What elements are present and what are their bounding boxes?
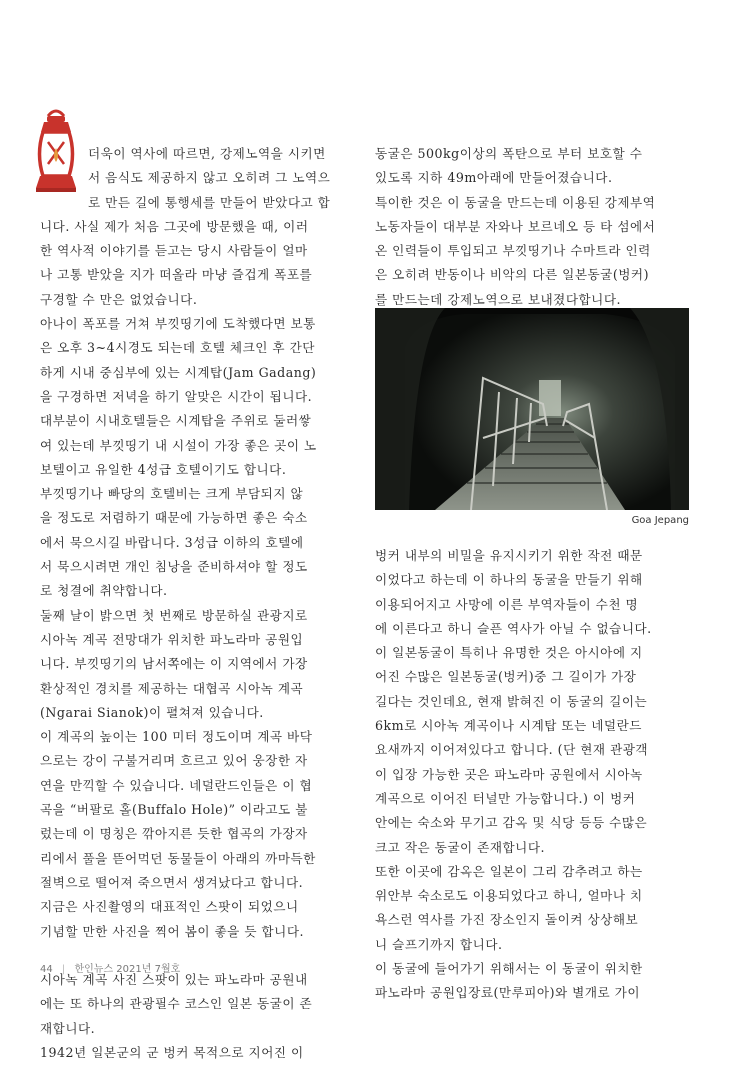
paragraph-line: 요새까지 이어져있다고 합니다. (단 현재 관광객 (375, 742, 649, 758)
paragraph-line: 로 만든 길에 통행세를 만들어 받았다고 합 (88, 194, 331, 210)
paragraph-line: 보텔이고 유일한 4성급 호텔이기도 합니다. (40, 461, 287, 477)
paragraph-line: 둘째 날이 밝으면 첫 번째로 방문하실 관광지로 (40, 607, 308, 623)
paragraph-line: 6km로 시아녹 계곡이나 시계탑 또는 네덜란드 (375, 718, 642, 734)
paragraph-line: 은 오후 3~4시경도 되는데 호텔 체크인 후 간단 (40, 340, 315, 356)
paragraph-line: 절벽으로 떨어져 죽으면서 생겨났다고 합니다. (40, 874, 304, 890)
paragraph-line: 을 구경하면 저녁을 하기 알맞은 시간이 됩니다. (40, 388, 313, 404)
paragraph-line: 또한 이곳에 감옥은 일본이 그리 감추려고 하는 (375, 863, 643, 879)
left-text-column (40, 142, 352, 1065)
paragraph-line: 서 묵으시려면 개인 침낭을 준비하셔야 할 정도 (40, 559, 308, 575)
page-number: 44 (40, 964, 53, 975)
cave-tunnel-photo (375, 308, 689, 510)
paragraph-line: 에서 묵으시길 바랍니다. 3성급 이하의 호텔에 (40, 534, 304, 550)
paragraph-line: 에는 또 하나의 관광필수 코스인 일본 동굴이 존 (40, 996, 313, 1012)
paragraph-line: 이 입장 가능한 곳은 파노라마 공원에서 시아녹 (375, 766, 643, 782)
paragraph-line: 특이한 것은 이 동굴을 만드는데 이용된 강제부역 (375, 194, 656, 210)
paragraph-line: 여 있는데 부낏띵기 내 시설이 가장 좋은 곳이 노 (40, 437, 317, 453)
paragraph-line: 있도록 지하 49m아래에 만들어졌습니다. (375, 170, 613, 186)
paragraph-line: 노동자들이 대부분 자와나 보르네오 등 타 섬에서 (375, 218, 656, 234)
paragraph-line: 연을 만끽할 수 있습니다. 네덜란드인들은 이 협 (40, 777, 313, 793)
paragraph-line: 이 계곡의 높이는 100 미터 정도이며 계곡 바닥 (40, 729, 313, 745)
paragraph-line: 시아녹 계곡 전망대가 위치한 파노라마 공원입 (40, 631, 304, 647)
paragraph-line: 나 고통 받았을 지가 떠올라 마냥 즐겁게 폭포를 (40, 267, 313, 283)
paragraph-line: 은 오히려 반동이나 비악의 다른 일본동굴(벙커) (375, 267, 649, 283)
right-text-column-top (375, 142, 690, 312)
paragraph-line: 니 슬프기까지 합니다. (375, 936, 503, 952)
paragraph-line: 욕스런 역사를 가진 장소인지 돌이켜 상상해보 (375, 912, 639, 928)
paragraph-line: 구경할 수 만은 없었습니다. (40, 291, 198, 307)
paragraph-line: 시아녹 계곡 사진 스팟이 있는 파노라마 공원내 (40, 972, 308, 988)
paragraph-line: 이용되어지고 사망에 이른 부역자들이 수천 명 (375, 596, 639, 612)
paragraph-line: 아나이 폭포를 거쳐 부낏띵기에 도착했다면 보통 (40, 316, 316, 332)
publication-name: 한인뉴스 2021년 7월호 (74, 964, 181, 975)
paragraph-line: (Ngarai Sianok)이 펼쳐져 있습니다. (40, 704, 264, 720)
paragraph-line: 안에는 숙소와 무기고 감옥 및 식당 등등 수많은 (375, 815, 648, 831)
paragraph-line: 벙커 내부의 비밀을 유지시키기 위한 작전 때문 (375, 548, 643, 563)
paragraph-line: 하게 시내 중심부에 있는 시계탑(Jam Gadang) (40, 364, 317, 380)
paragraph-line: 기념할 만한 사진을 찍어 봄이 좋을 듯 합니다. (40, 923, 305, 939)
paragraph-line: 환상적인 경치를 제공하는 대협곡 시아녹 계곡 (40, 680, 304, 696)
paragraph-line: 어진 수많은 일본동굴(벙커)중 그 길이가 가장 (375, 669, 637, 685)
paragraph-line: 로 청결에 취약합니다. (40, 583, 168, 599)
paragraph-line: 리에서 풀을 뜯어먹던 동물들이 아래의 까마득한 (40, 850, 316, 866)
paragraph-line: 더욱이 역사에 따르면, 강제노역을 시키면 (88, 146, 326, 161)
paragraph-line: 으로는 강이 구불거리며 흐르고 있어 웅장한 자 (40, 753, 308, 769)
paragraph-line: 재합니다. (40, 1020, 96, 1036)
paragraph-line: 이 일본동굴이 특히나 유명한 것은 아시아에 지 (375, 645, 643, 661)
paragraph-line: 이었다고 하는데 이 하나의 동굴을 만들기 위해 (375, 572, 643, 588)
paragraph-line: 대부분이 시내호텔들은 시계탑을 주위로 둘러쌓 (40, 413, 312, 429)
paragraph-line: 에 이른다고 하니 슬픈 역사가 아닐 수 없습니다. (375, 620, 652, 636)
page-footer (40, 960, 180, 975)
photo-caption: Goa Jepang (631, 515, 689, 526)
paragraph-line: 니다. 부낏띵기의 남서쪽에는 이 지역에서 가장 (40, 656, 308, 672)
paragraph-line: 곡을 “버팔로 홀(Buffalo Hole)” 이라고도 불 (40, 802, 308, 818)
paragraph-line: 동굴은 500kg이상의 폭탄으로 부터 보호할 수 (375, 146, 643, 161)
paragraph-line: 니다. 사실 제가 처음 그곳에 방문했을 때, 이러 (40, 218, 309, 234)
paragraph-line: 위안부 숙소로도 이용되었다고 하니, 얼마나 치 (375, 888, 643, 904)
paragraph-line: 크고 작은 동굴이 존재합니다. (375, 839, 545, 855)
paragraph-line: 파노라마 공원입장료(만루피아)와 별개로 가이 (375, 985, 640, 1001)
paragraph-line: 한 역사적 이야기를 듣고는 당시 사람들이 얼마 (40, 243, 308, 259)
paragraph-line: 렀는데 이 명칭은 깎아지른 듯한 협곡의 가장자 (40, 826, 308, 842)
paragraph-line: 를 만드는데 강제노역으로 보내졌다합니다. (375, 291, 621, 307)
paragraph-line: 이 동굴에 들어가기 위해서는 이 동굴이 위치한 (375, 961, 643, 977)
paragraph-line: 지금은 사진촬영의 대표적인 스팟이 되었으니 (40, 899, 299, 915)
paragraph-line: 1942년 일본군의 군 벙커 목적으로 지어진 이 (40, 1044, 304, 1060)
paragraph-line: 을 정도로 저렴하기 때문에 가능하면 좋은 숙소 (40, 510, 308, 526)
paragraph-line: 계곡으로 이어진 터널만 가능합니다.) 이 벙커 (375, 790, 636, 806)
paragraph-line: 서 음식도 제공하지 않고 오히려 그 노역으 (88, 170, 331, 186)
right-text-column-bottom (375, 544, 690, 1006)
paragraph-line: 부낏띵기나 빠당의 호텔비는 크게 부담되지 않 (40, 486, 304, 502)
paragraph-line: 길다는 것인데요, 현재 밝혀진 이 동굴의 길이는 (375, 693, 648, 709)
footer-separator: | (61, 964, 66, 975)
paragraph-line: 온 인력들이 투입되고 부낏띵기나 수마트라 인력 (375, 243, 651, 259)
